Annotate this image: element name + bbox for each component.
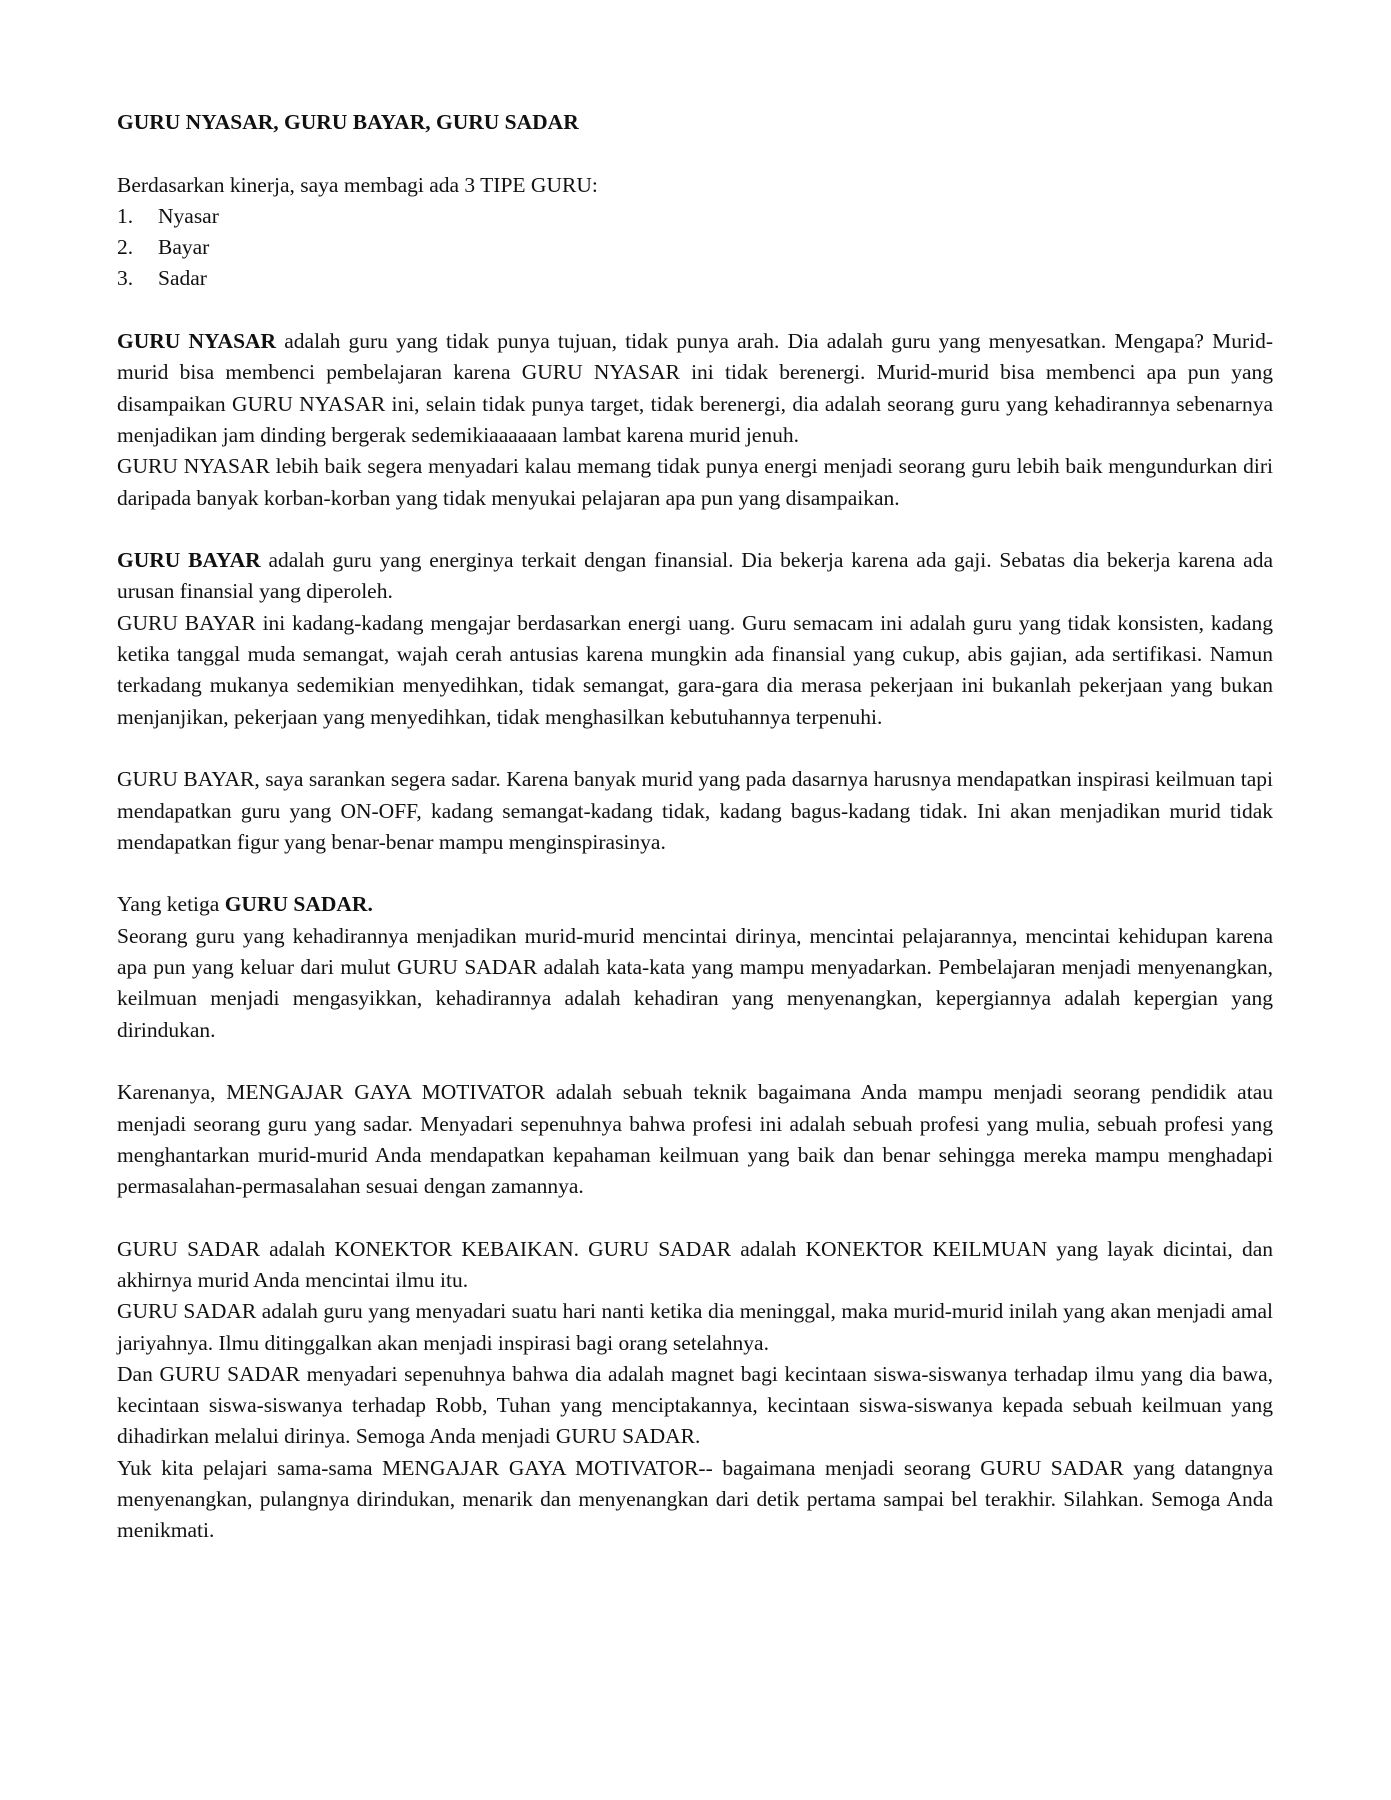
list-label: Bayar (158, 235, 210, 260)
sadar-heading-prefix: Yang ketiga (117, 892, 225, 917)
document-title: GURU NYASAR, GURU BAYAR, GURU SADAR (117, 110, 579, 134)
spacer (117, 295, 1273, 326)
bayar-paragraph-1 (117, 545, 1273, 608)
nyasar-lead: GURU NYASAR (117, 329, 277, 354)
spacer (117, 858, 1273, 889)
sadar-paragraph-6: Yuk kita pelajari sama-sama MENGAJAR GAYA MOTIVATOR-- bagaimana menjadi seorang GURU SADAR yang datangnya menyenangkan, pulangnya dirindukan, menarik dan menyenangkan dari detik pertama sampai bel terakhir. Silahkan. Semoga Anda menikmati. (117, 1455, 1273, 1543)
document-page (117, 107, 1273, 1547)
spacer (117, 1046, 1273, 1077)
list-number: 2. (117, 235, 134, 260)
nyasar-paragraph-2: GURU NYASAR lebih baik segera menyadari kalau memang tidak punya energi menjadi seorang guru lebih baik mengundurkan diri daripada banyak korban-korban yang tidak menyukai pelajaran apa pun yang disampaikan. (117, 454, 1273, 510)
nyasar-paragraph-1 (117, 326, 1273, 451)
list-label: Sadar (158, 266, 207, 291)
list-number: 1. (117, 203, 134, 228)
spacer (117, 733, 1273, 764)
intro-text: Berdasarkan kinerja, saya membagi ada 3 TIPE GURU: (117, 172, 598, 197)
sadar-paragraph-1: Seorang guru yang kehadirannya menjadikan murid-murid mencintai dirinya, mencintai pelajarannya, mencintai kehidupan karena apa pun yang keluar dari mulut GURU SADAR adalah kata-kata yang mampu menyadarkan. Pembelajaran menjadi menyenangkan, keilmuan menjadi mengasyikkan, kehadirannya adalah kehadiran yang menyenangkan, kepergiannya adalah kepergian yang dirindukan. (117, 923, 1273, 1042)
list-item (117, 232, 1273, 263)
sadar-paragraph-3: GURU SADAR adalah KONEKTOR KEBAIKAN. GURU SADAR adalah KONEKTOR KEILMUAN yang layak dicintai, dan akhirnya murid Anda mencintai ilmu itu. (117, 1236, 1273, 1292)
sadar-paragraph-2: Karenanya, MENGAJAR GAYA MOTIVATOR adalah sebuah teknik bagaimana Anda mampu menjadi seorang pendidik atau menjadi seorang guru yang sadar. Menyadari sepenuhnya bahwa profesi ini adalah sebuah profesi yang mulia, sebuah profesi yang menghantarkan murid-murid Anda mendapatkan kepahaman keilmuan yang baik dan benar sehingga mereka mampu menghadapi permasalahan-permasalahan sesuai dengan zamannya. (117, 1080, 1273, 1199)
sadar-paragraph-5: Dan GURU SADAR menyadari sepenuhnya bahwa dia adalah magnet bagi kecintaan siswa-siswanya terhadap ilmu yang dia bawa, kecintaan siswa-siswanya terhadap Robb, Tuhan yang menciptakannya, kecintaan siswa-siswanya kepada sebuah keilmuan yang dihadirkan melalui dirinya. Semoga Anda menjadi GURU SADAR. (117, 1361, 1273, 1449)
bayar-lead: GURU BAYAR (117, 548, 261, 573)
bayar-paragraph-3: GURU BAYAR, saya sarankan segera sadar. Karena banyak murid yang pada dasarnya harusnya mendapatkan inspirasi keilmuan tapi mendapatkan guru yang ON-OFF, kadang semangat-kadang tidak, kadang bagus-kadang tidak. Ini akan menjadikan murid tidak mendapatkan figur yang benar-benar mampu menginspirasinya. (117, 767, 1273, 854)
list-item (117, 201, 1273, 232)
bayar-paragraph-2: GURU BAYAR ini kadang-kadang mengajar berdasarkan energi uang. Guru semacam ini adalah guru yang tidak konsisten, kadang ketika tanggal muda semangat, wajah cerah antusias karena mungkin ada finansial yang cukup, abis gajian, ada sertifikasi. Namun terkadang mukanya sedemikian menyedihkan, tidak semangat, gara-gara dia merasa pekerjaan ini bukanlah pekerjaan yang bukan menjanjikan, pekerjaan yang menyedihkan, tidak menghasilkan kebutuhannya terpenuhi. (117, 610, 1273, 729)
list-label: Nyasar (158, 203, 219, 228)
nyasar-text: adalah guru yang tidak punya tujuan, tidak punya arah. Dia adalah guru yang menyesatkan. Mengapa? Murid-murid bisa membenci pembelajaran karena GURU NYASAR ini tidak berenergi. Murid-murid bisa membenci apa pun yang disampaikan GURU NYASAR ini, selain tidak punya target, tidak berenergi, dia adalah seorang guru yang kehadirannya sebenarnya menjadikan jam dinding bergerak sedemikiaaaaaan lambat karena murid jenuh. (117, 329, 1273, 447)
spacer (117, 1202, 1273, 1233)
bayar-text: adalah guru yang energinya terkait dengan finansial. Dia bekerja karena ada gaji. Sebatas dia bekerja karena ada urusan finansial yang diperoleh. (117, 548, 1273, 604)
sadar-heading-bold: GURU SADAR. (224, 892, 373, 917)
spacer (117, 514, 1273, 545)
sadar-paragraph-4: GURU SADAR adalah guru yang menyadari suatu hari nanti ketika dia meninggal, maka murid-murid inilah yang akan menjadi amal jariyahnya. Ilmu ditinggalkan akan menjadi inspirasi bagi orang setelahnya. (117, 1299, 1273, 1355)
teacher-types-list (117, 201, 1273, 295)
list-number: 3. (117, 266, 134, 291)
list-item (117, 263, 1273, 294)
spacer (117, 138, 1273, 169)
sadar-heading (117, 889, 1273, 920)
